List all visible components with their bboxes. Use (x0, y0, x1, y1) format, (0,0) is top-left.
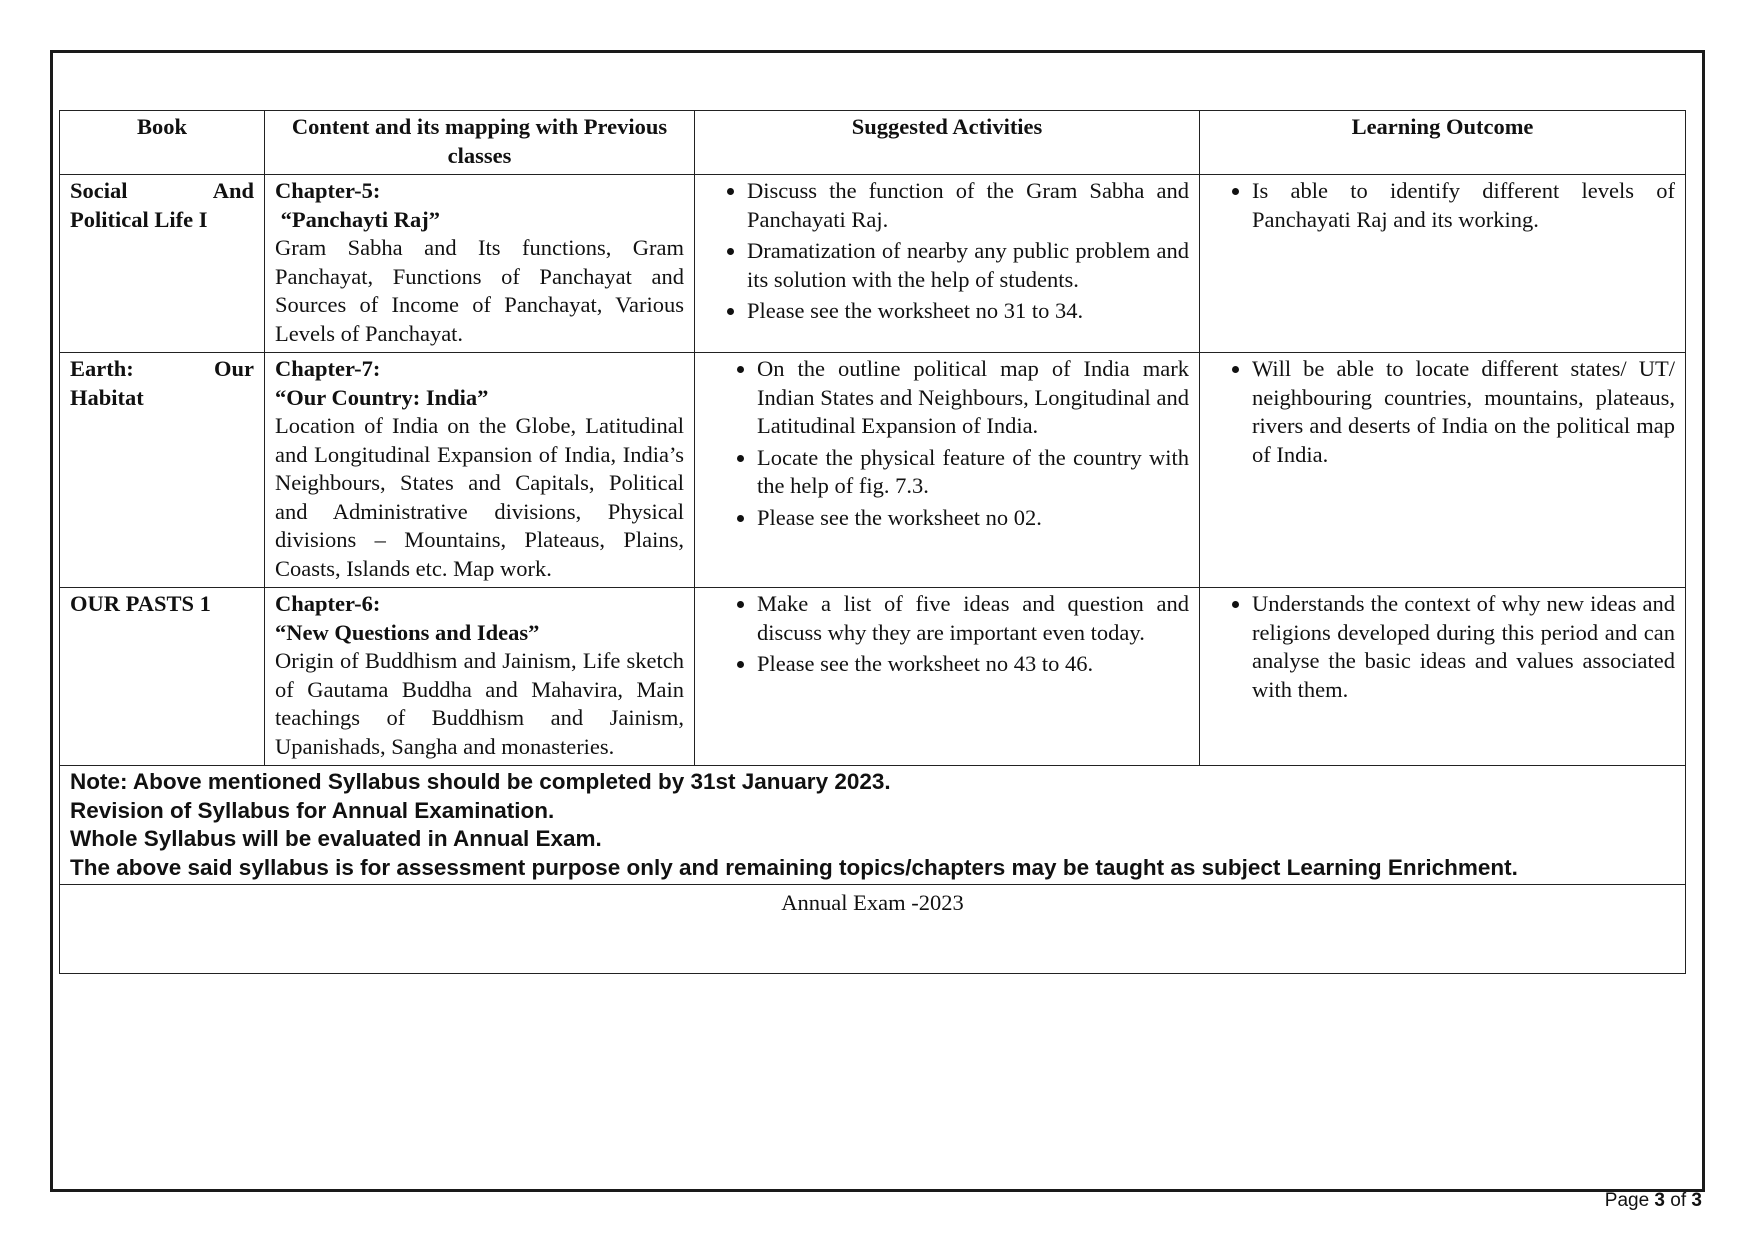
chapter-number: Chapter-6: (275, 591, 381, 616)
page-current: 3 (1654, 1190, 1665, 1211)
chapter-number: Chapter-7: (275, 356, 381, 381)
notes-cell (60, 766, 1686, 885)
activities-cell (695, 175, 1200, 353)
book-name-line1: Earth: Our (70, 356, 254, 381)
book-cell (60, 353, 265, 588)
page-of-word: of (1670, 1190, 1687, 1211)
list-item: • Make a list of five ideas and question and discuss why they are important even today. (757, 590, 1189, 647)
note-line: Whole Syllabus will be evaluated in Annual Exam. (70, 826, 602, 851)
list-item: • Please see the worksheet no 43 to 46. (757, 650, 1189, 679)
page-total: 3 (1691, 1190, 1702, 1211)
list-item: • Please see the worksheet no 31 to 34. (747, 297, 1189, 326)
chapter-content: Origin of Buddhism and Jainism, Life sketch of Gautama Buddha and Mahavira, Main teachings of Buddhism and Jainism, Upanishads, Sangha and monasteries. (275, 648, 684, 759)
book-cell (60, 175, 265, 353)
header-outcome: Learning Outcome (1200, 111, 1686, 175)
content-cell (265, 588, 695, 766)
list-item: • Understands the context of why new ideas and religions developed during this period and can analyse the basic ideas and values associated with them. (1252, 590, 1675, 704)
chapter-title: “New Questions and Ideas” (275, 619, 540, 645)
chapter-content: Gram Sabha and Its functions, Gram Panchayat, Functions of Panchayat and Sources of Income of Panchayat, Various Levels of Panchayat. (275, 235, 684, 346)
chapter-title: “Panchayti Raj” (275, 206, 440, 232)
table-row (60, 588, 1686, 766)
activities-cell (695, 588, 1200, 766)
book-name-line2: Habitat (70, 384, 144, 410)
table-row (60, 353, 1686, 588)
chapter-number: Chapter-5: (275, 178, 381, 203)
content-cell (265, 175, 695, 353)
book-name-line1: OUR PASTS 1 (70, 591, 211, 616)
note-line: The above said syllabus is for assessment purpose only and remaining topics/chapters may be taught as subject Learning Enrichment. (70, 854, 1518, 880)
list-item: • Will be able to locate different states/ UT/ neighbouring countries, mountains, plateaus, rivers and deserts of India on the political map of India. (1252, 355, 1675, 469)
header-activities: Suggested Activities (695, 111, 1200, 175)
notes-row (60, 766, 1686, 885)
list-item: • Dramatization of nearby any public problem and its solution with the help of students. (747, 237, 1189, 294)
syllabus-table (59, 110, 1686, 974)
list-item: • Discuss the function of the Gram Sabha and Panchayati Raj. (747, 177, 1189, 234)
outcome-cell (1200, 353, 1686, 588)
chapter-content: Location of India on the Globe, Latitudinal and Longitudinal Expansion of India, India’s Neighbours, States and Capitals, Political and Administrative divisions, Physical divisions – Mountains, Plateaus, Plains, Coasts, Islands etc. Map work. (275, 413, 684, 581)
book-name-line1: Social And (70, 178, 254, 203)
book-name-line2: Political Life I (70, 206, 208, 232)
note-line: Revision of Syllabus for Annual Examination. (70, 797, 555, 823)
table-header-row (60, 111, 1686, 175)
activities-cell (695, 353, 1200, 588)
table-row (60, 175, 1686, 353)
header-content: Content and its mapping with Previous classes (265, 111, 695, 175)
header-book: Book (60, 111, 265, 175)
outcome-cell (1200, 175, 1686, 353)
outcome-cell (1200, 588, 1686, 766)
content-cell (265, 353, 695, 588)
list-item: • On the outline political map of India mark Indian States and Neighbours, Longitudinal and Latitudinal Expansion of India. (757, 355, 1189, 441)
page-number (1605, 1190, 1702, 1212)
exam-title: Annual Exam -2023 (60, 885, 1686, 974)
exam-row (60, 885, 1686, 974)
list-item: • Please see the worksheet no 02. (757, 504, 1189, 533)
book-cell (60, 588, 265, 766)
note-line: Note: Above mentioned Syllabus should be completed by 31st January 2023. (70, 769, 891, 794)
chapter-title: “Our Country: India” (275, 384, 489, 410)
list-item: • Locate the physical feature of the country with the help of fig. 7.3. (757, 444, 1189, 501)
list-item: • Is able to identify different levels of Panchayati Raj and its working. (1252, 177, 1675, 234)
page-word: Page (1604, 1190, 1650, 1211)
